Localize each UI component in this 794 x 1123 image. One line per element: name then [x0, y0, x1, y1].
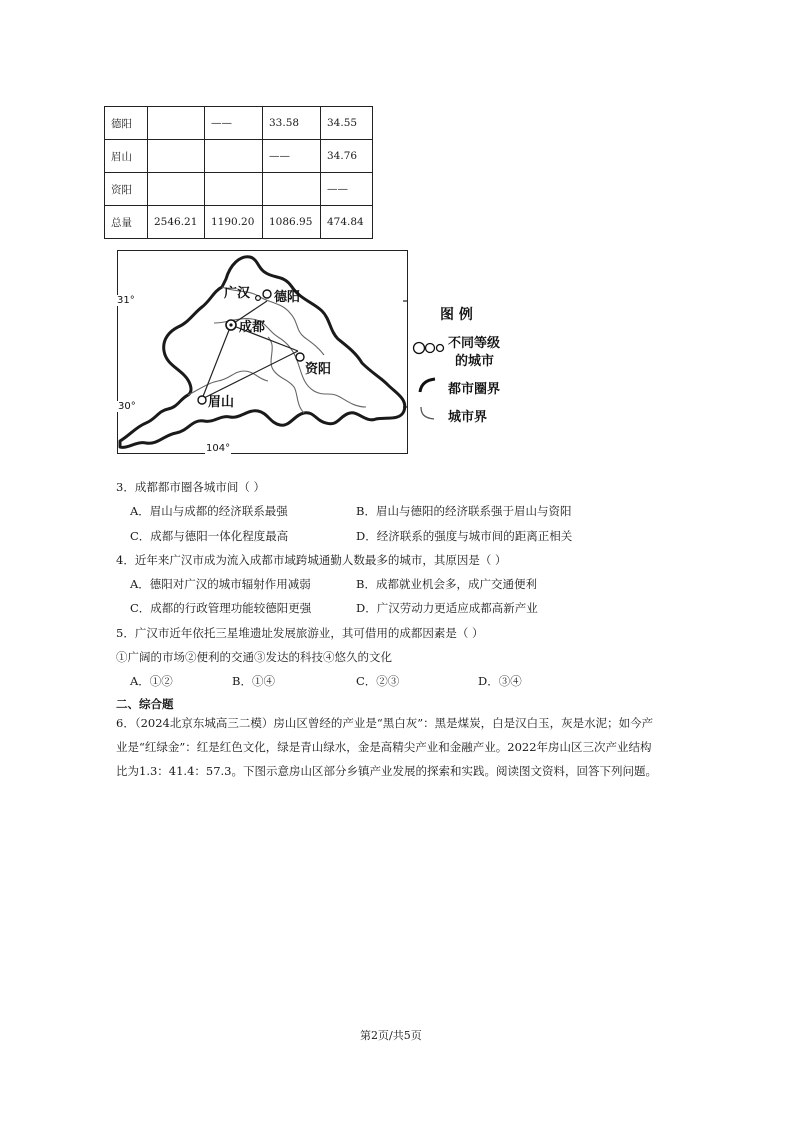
question-3-option-c: C．成都与德阳一体化程度最高 [130, 529, 289, 543]
table-cell: —— [205, 107, 263, 140]
guanghan-marker [256, 296, 261, 301]
table-cell: —— [263, 140, 321, 173]
table-cell: 总量 [105, 206, 148, 239]
question-6-line-3: 比为1.3：41.4：57.3。下图示意房山区部分乡镇产业发展的探索和实践。阅读图文资料，回答下列问题。 [116, 764, 657, 778]
question-6-line-1: 6．（2024北京东城高三二模）房山区曾经的产业是“黑白灰”：黑是煤炭，白是汉白玉，灰是水泥；如今产 [116, 716, 654, 730]
question-3-option-a: A．眉山与成都的经济联系最强 [130, 504, 288, 518]
question-5-option-c: C．②③ [356, 674, 400, 688]
deyang-marker [263, 290, 271, 298]
page-number: 第2页/共5页 [360, 1029, 422, 1042]
longitude-104-label: 104° [206, 443, 231, 454]
legend-cities-line2: 的城市 [455, 354, 495, 369]
city-boundary-icon [418, 404, 438, 422]
chengdu-marker [226, 320, 236, 330]
question-6-line-2: 业是“红绿金”：红是红色文化，绿是青山绿水，金是高精尖产业和金融产业。2022年房山区三次产业结构 [116, 740, 652, 754]
question-4-option-a: A．德阳对广汉的城市辐射作用减弱 [130, 577, 311, 591]
table-cell [205, 173, 263, 206]
question-4-option-c: C．成都的行政管理功能较德阳更强 [130, 601, 312, 615]
table-cell: 34.55 [321, 107, 373, 140]
question-5-option-a: A．①② [130, 674, 173, 688]
table-row [105, 206, 373, 239]
table-cell: 资阳 [105, 173, 148, 206]
meishan-label: 眉山 [208, 395, 235, 410]
deyang-label: 德阳 [274, 290, 301, 305]
table-cell: 1190.20 [205, 206, 263, 239]
table-row [105, 140, 373, 173]
table-row [105, 107, 373, 140]
latitude-30-label: 30° [118, 401, 136, 412]
linkage-line [202, 325, 231, 399]
table-cell: 474.84 [321, 206, 373, 239]
question-3-option-d: D．经济联系的强度与城市间的距离正相关 [356, 529, 573, 543]
question-5-option-d: D．③④ [478, 674, 522, 688]
table-cell: 33.58 [263, 107, 321, 140]
data-table [104, 106, 373, 239]
table-row [105, 173, 373, 206]
meishan-marker [198, 396, 206, 404]
table-cell: 34.76 [321, 140, 373, 173]
ziyang-label: 资阳 [305, 362, 332, 377]
question-5-stem: 5．广汉市近年依托三星堆遗址发展旅游业，其可借用的成都因素是（ ） [116, 626, 484, 640]
table-cell: 2546.21 [148, 206, 205, 239]
question-3-stem: 3．成都都市圈各城市间（ ） [116, 480, 265, 494]
chengdu-label: 成都 [239, 320, 266, 335]
city-levels-icon [412, 340, 446, 356]
map-drawing [118, 251, 408, 454]
circle-boundary [120, 257, 405, 448]
section-heading: 二、综合题 [116, 697, 174, 711]
table-cell [205, 140, 263, 173]
question-4-stem: 4．近年来广汉市成为流入成都市域跨城通勤人数最多的城市，其原因是（ ） [116, 553, 507, 567]
question-3-option-b: B．眉山与德阳的经济联系强于眉山与资阳 [356, 504, 572, 518]
city-boundary [268, 337, 304, 413]
city-boundary [214, 319, 366, 407]
legend-title: 图 例 [440, 307, 473, 323]
question-5-option-b: B．①④ [232, 674, 275, 688]
guanghan-label: 广汉 [224, 286, 251, 301]
circle-boundary-icon [418, 376, 438, 394]
table-cell [148, 140, 205, 173]
question-4-option-b: B．成都就业机会多，成广交通便利 [356, 577, 537, 591]
legend-circle-boundary: 都市圈界 [448, 382, 501, 397]
table-cell: 眉山 [105, 140, 148, 173]
table-cell: 德阳 [105, 107, 148, 140]
city-circle-map [117, 250, 408, 454]
question-5-items: ①广阔的市场②便利的交通③发达的科技④悠久的文化 [116, 650, 392, 664]
legend-city-boundary: 城市界 [448, 410, 488, 425]
table-cell [263, 173, 321, 206]
latitude-31-label: 31° [117, 295, 135, 306]
table-cell: 1086.95 [263, 206, 321, 239]
question-4-option-d: D．广汉劳动力更适应成都高新产业 [356, 601, 538, 615]
legend-cities-line1: 不同等级 [448, 336, 501, 351]
table-cell: —— [321, 173, 373, 206]
table-cell [148, 173, 205, 206]
table-cell [148, 107, 205, 140]
ziyang-marker [296, 353, 304, 361]
